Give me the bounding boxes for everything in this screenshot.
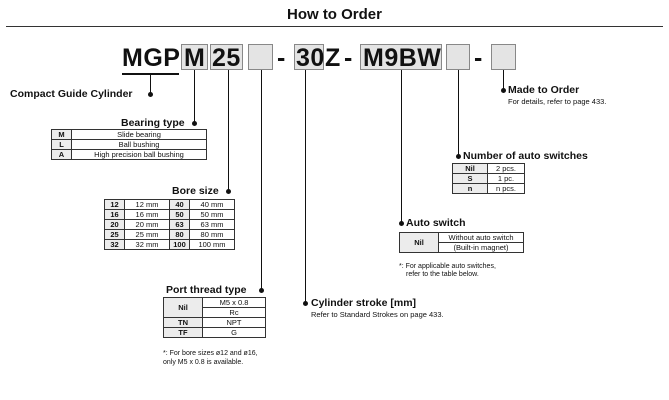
bore-value: 32 mm	[125, 240, 170, 250]
bore-code: 12	[105, 200, 125, 210]
switch-leader	[401, 70, 402, 224]
made-to-order-label: Made to Order	[508, 84, 580, 96]
bore-value: 100 mm	[190, 240, 235, 250]
switch-count-dot	[456, 154, 461, 159]
port-dot	[259, 288, 264, 293]
bore-value: 12 mm	[125, 200, 170, 210]
port-value: Rc	[203, 308, 266, 318]
port-thread-note: *: For bore sizes ø12 and ø16, only M5 x 0.8 is available.	[163, 350, 258, 366]
auto-switch-label: Auto switch	[406, 217, 466, 229]
bore-value: 40 mm	[190, 200, 235, 210]
table-row	[164, 318, 266, 328]
port-code: Nil	[164, 298, 203, 318]
table-row	[453, 174, 525, 184]
page-title: How to Order	[286, 6, 382, 23]
switch-count-code: Nil	[453, 164, 488, 174]
table-row	[453, 184, 525, 194]
port-value: G	[203, 328, 266, 338]
stroke-label: Cylinder stroke [mm]	[311, 297, 417, 309]
switch-count-table	[452, 163, 525, 194]
code-bore: 25	[212, 44, 241, 72]
bore-code: 63	[170, 220, 190, 230]
table-row	[164, 298, 266, 308]
port-value: NPT	[203, 318, 266, 328]
table-row	[52, 150, 207, 160]
auto-switch-code: Nil	[400, 233, 439, 253]
bore-code: 16	[105, 210, 125, 220]
series-dot	[148, 92, 153, 97]
bore-value: 80 mm	[190, 230, 235, 240]
table-row	[52, 130, 207, 140]
title-rule	[6, 26, 663, 27]
auto-switch-table	[399, 232, 524, 253]
stroke-leader	[305, 70, 306, 304]
bore-code: 40	[170, 200, 190, 210]
table-row	[400, 233, 524, 243]
code-stroke: 30	[296, 44, 325, 72]
bore-value: 63 mm	[190, 220, 235, 230]
table-row	[105, 200, 235, 210]
port-thread-table	[163, 297, 266, 338]
table-row	[105, 240, 235, 250]
stroke-sub: Refer to Standard Strokes on page 433.	[311, 310, 444, 319]
switch-count-desc: n pcs.	[488, 184, 525, 194]
auto-switch-note-1: *: For applicable auto switches,	[399, 263, 496, 270]
auto-switch-note-2: refer to the table below.	[406, 271, 479, 278]
dash-2: -	[344, 44, 353, 72]
code-switch: M9BW	[363, 44, 442, 72]
code-series: MGP	[122, 44, 181, 72]
switch-count-desc: 1 pc.	[488, 174, 525, 184]
bore-code: 32	[105, 240, 125, 250]
switch-count-desc: 2 pcs.	[488, 164, 525, 174]
dash-3: -	[474, 44, 483, 72]
bearing-desc: High precision ball bushing	[72, 150, 207, 160]
dash-1: -	[277, 44, 286, 72]
port-code-box	[248, 44, 273, 70]
bearing-dot	[192, 121, 197, 126]
switch-dot	[399, 221, 404, 226]
code-bearing: M	[184, 44, 206, 72]
table-row	[52, 140, 207, 150]
bore-value: 25 mm	[125, 230, 170, 240]
port-code: TN	[164, 318, 203, 328]
bearing-desc: Slide bearing	[72, 130, 207, 140]
switch-count-leader	[458, 70, 459, 157]
port-thread-label: Port thread type	[166, 284, 247, 296]
code-suffix: Z	[325, 44, 341, 72]
table-row	[453, 164, 525, 174]
switch-count-code: S	[453, 174, 488, 184]
bearing-code: L	[52, 140, 72, 150]
bearing-desc: Ball bushing	[72, 140, 207, 150]
auto-switch-desc: Without auto switch	[439, 233, 524, 243]
bore-code: 50	[170, 210, 190, 220]
table-row	[105, 220, 235, 230]
bearing-type-label: Bearing type	[121, 117, 185, 129]
port-code: TF	[164, 328, 203, 338]
bore-code: 25	[105, 230, 125, 240]
table-row	[164, 328, 266, 338]
switch-count-code: n	[453, 184, 488, 194]
bearing-code: M	[52, 130, 72, 140]
bore-size-table	[104, 199, 235, 250]
port-leader	[261, 70, 262, 291]
bore-leader	[228, 70, 229, 192]
table-row	[105, 210, 235, 220]
bearing-leader	[194, 70, 195, 123]
bore-dot	[226, 189, 231, 194]
compact-guide-label: Compact Guide Cylinder	[10, 88, 133, 100]
auto-switch-desc: (Built-in magnet)	[439, 243, 524, 253]
bore-value: 50 mm	[190, 210, 235, 220]
mto-dot	[501, 88, 506, 93]
made-to-order-sub: For details, refer to page 433.	[508, 97, 607, 106]
port-value: M5 x 0.8	[203, 298, 266, 308]
bore-size-label: Bore size	[172, 185, 219, 197]
bore-value: 20 mm	[125, 220, 170, 230]
table-row	[105, 230, 235, 240]
bore-code: 20	[105, 220, 125, 230]
bearing-type-table	[51, 129, 207, 160]
bore-code: 100	[170, 240, 190, 250]
bearing-code: A	[52, 150, 72, 160]
made-to-order-box	[491, 44, 516, 70]
switch-count-label: Number of auto switches	[463, 150, 588, 162]
bore-value: 16 mm	[125, 210, 170, 220]
stroke-dot	[303, 301, 308, 306]
switch-count-box	[446, 44, 470, 70]
bore-code: 80	[170, 230, 190, 240]
